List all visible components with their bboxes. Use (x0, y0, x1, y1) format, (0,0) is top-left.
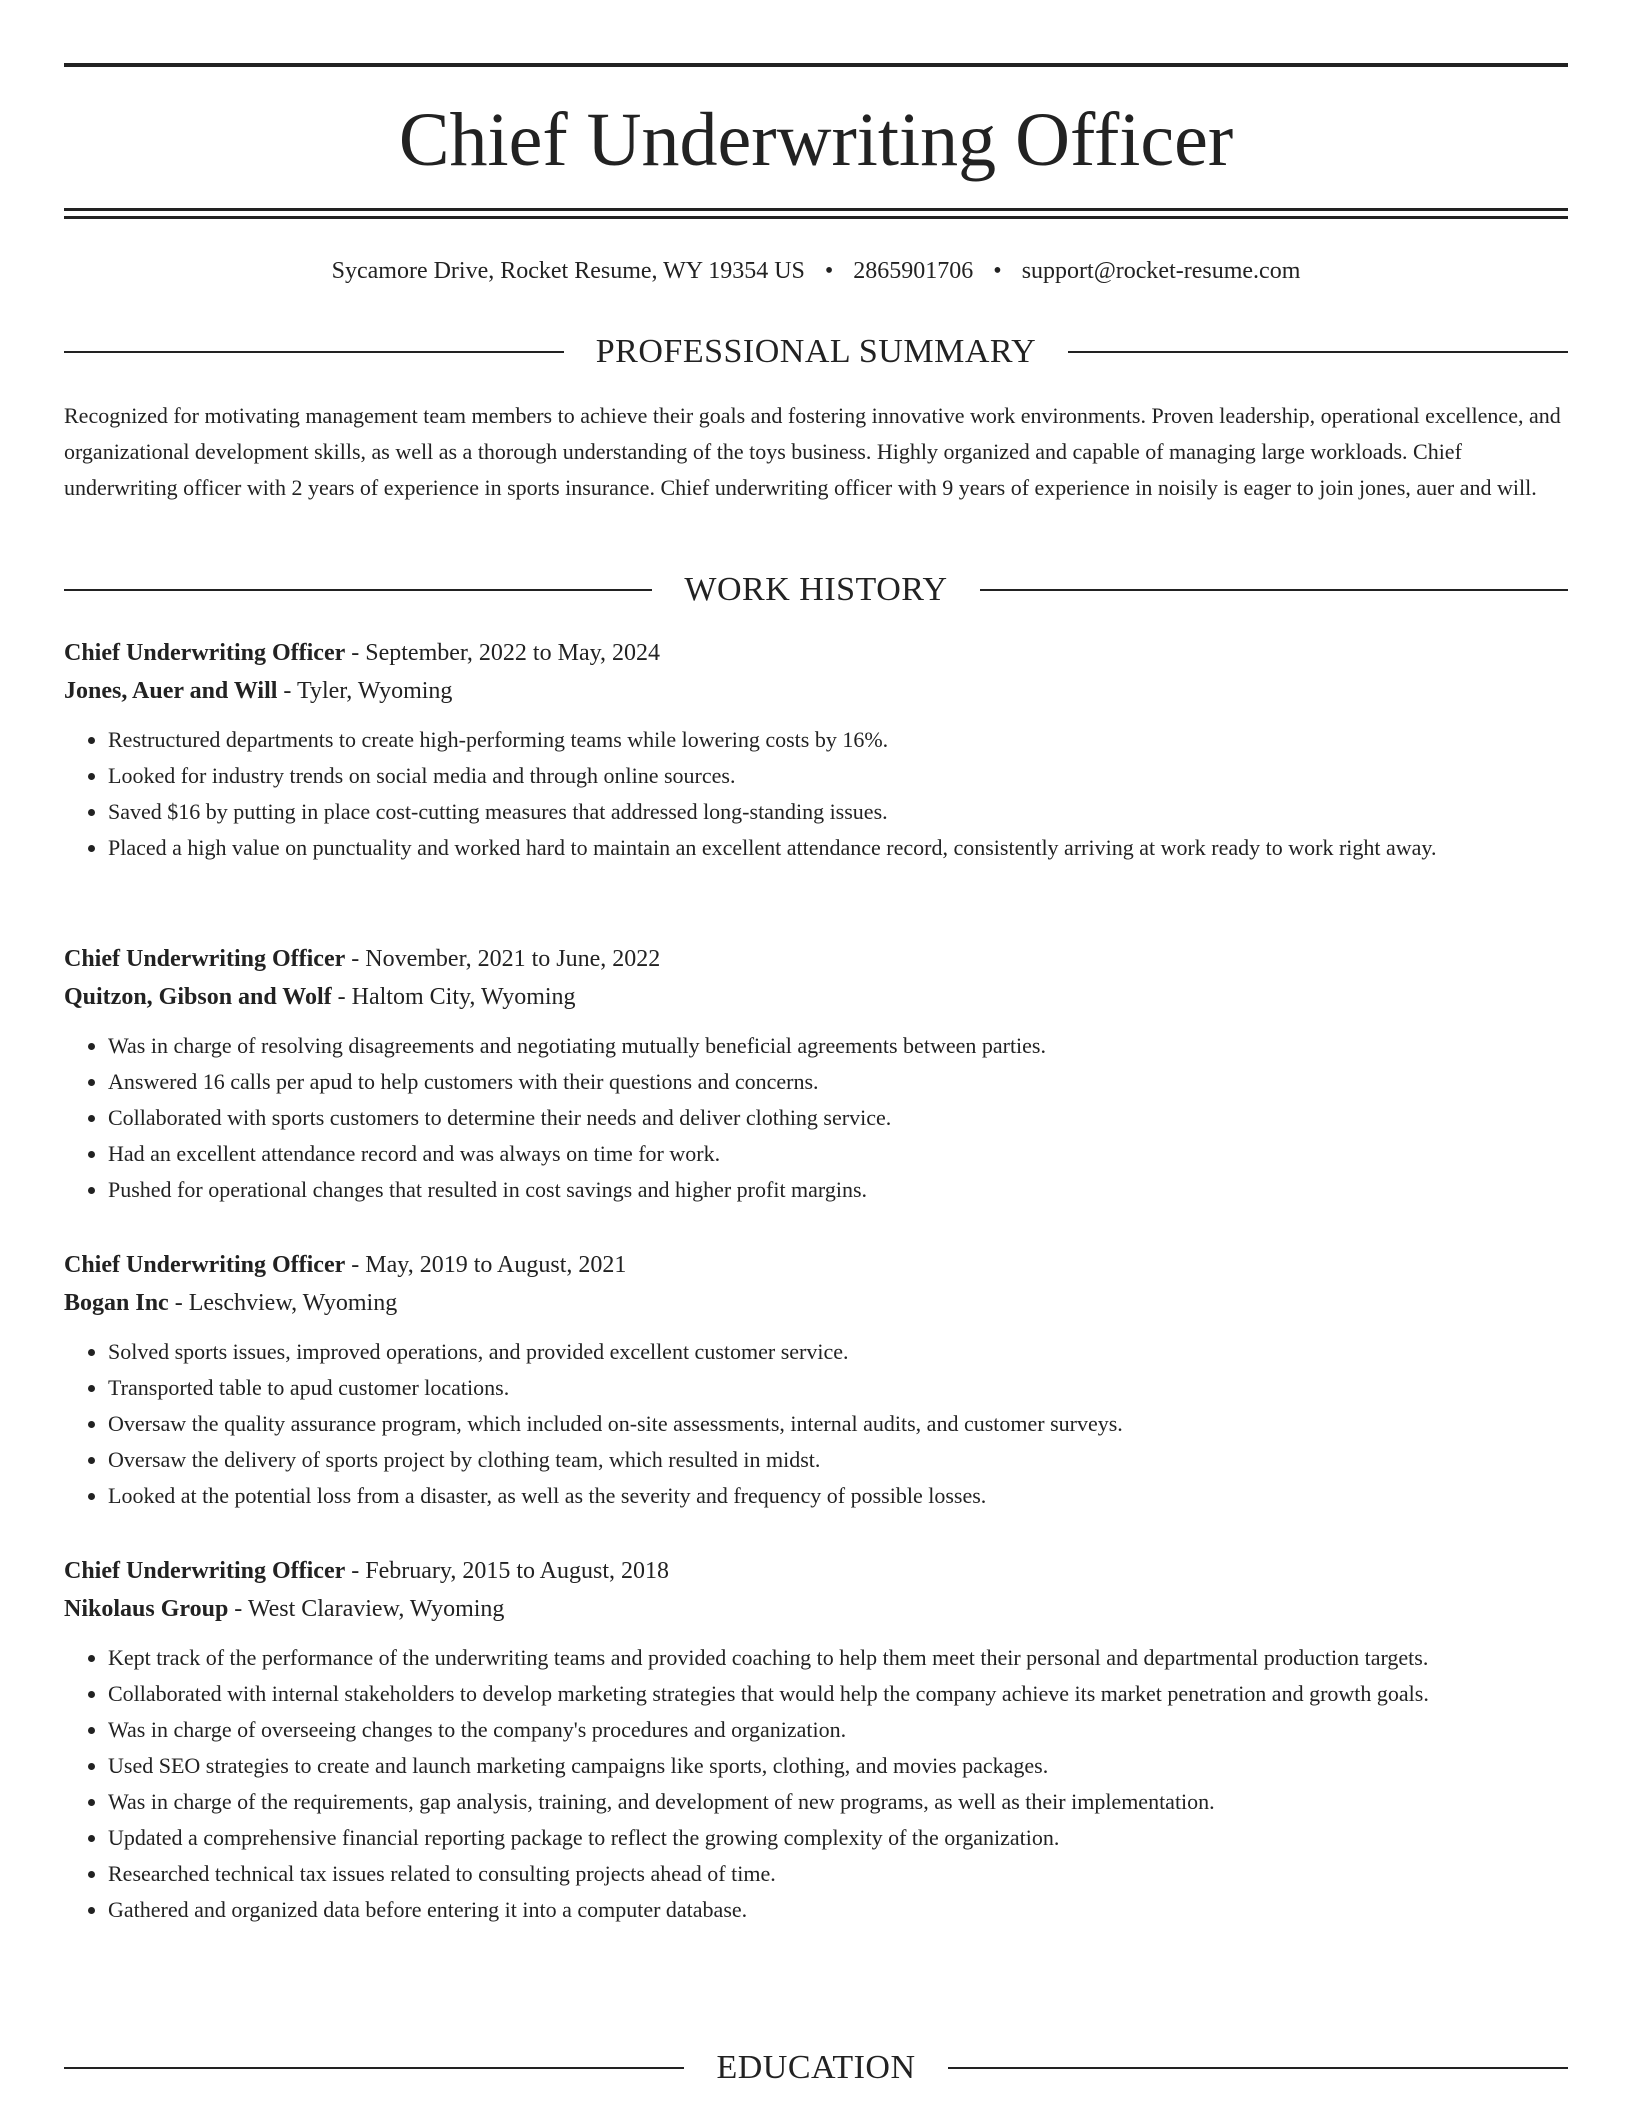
heading-rule-right (948, 2067, 1568, 2069)
job-bullet: • Looked for industry trends on social media and through online sources. (108, 758, 1568, 794)
summary-section-heading (64, 332, 1568, 372)
contact-separator: • (993, 258, 1002, 284)
job-dates: - February, 2015 to August, 2018 (345, 1558, 670, 1584)
job-bullet: • Oversaw the quality assurance program, which included on-site assessments, internal audits, and customer surveys. (108, 1406, 1568, 1442)
job-bullet: • Looked at the potential loss from a disaster, as well as the severity and frequency of possible losses. (108, 1478, 1568, 1514)
heading-rule-left (64, 589, 652, 591)
job-bullets (64, 1334, 1568, 1514)
job-bullet: • Was in charge of overseeing changes to the company's procedures and organization. (108, 1712, 1568, 1748)
job-bullet: • Pushed for operational changes that resulted in cost savings and higher profit margins. (108, 1172, 1568, 1208)
job-title-line (64, 1552, 1568, 1590)
job-entry (64, 940, 1568, 1208)
job-bullet: • Was in charge of resolving disagreements and negotiating mutually beneficial agreements between parties. (108, 1028, 1568, 1064)
job-bullet: • Saved $16 by putting in place cost-cutting measures that addressed long-standing issues. (108, 794, 1568, 830)
job-company-line (64, 1590, 1568, 1628)
job-bullet: • Restructured departments to create high-performing teams while lowering costs by 16%. (108, 722, 1568, 758)
heading-rule-right (1068, 351, 1568, 353)
job-entry (64, 1246, 1568, 1514)
resume-title: Chief Underwriting Officer (398, 98, 1234, 182)
job-title-line (64, 634, 1568, 672)
contact-line (64, 255, 1568, 287)
summary-text: Recognized for motivating management team members to achieve their goals and fostering innovative work environments. Proven leadership, operational excellence, and organizational development skills, as well as a thorough understanding of the toys business. Highly organized and capable of managing large workloads. Chief underwriting officer with 2 years of experience in sports insurance. Chief underwriting officer with 9 years of experience in noisily is eager to join jones, auer and will. (64, 403, 1561, 500)
job-title-line (64, 940, 1568, 978)
job-bullets (64, 722, 1568, 866)
work-section-heading (64, 570, 1568, 610)
job-bullet: • Answered 16 calls per apud to help customers with their questions and concerns. (108, 1064, 1568, 1100)
title-rule-upper (64, 208, 1568, 211)
job-company-line (64, 978, 1568, 1016)
job-bullet: • Was in charge of the requirements, gap analysis, training, and development of new programs, as well as their implementation. (108, 1784, 1568, 1820)
work-heading-label: WORK HISTORY (684, 571, 948, 608)
job-bullet: • Updated a comprehensive financial reporting package to reflect the growing complexity of the organization. (108, 1820, 1568, 1856)
education-section-heading (64, 2048, 1568, 2088)
job-bullet: • Oversaw the delivery of sports project by clothing team, which resulted in midst. (108, 1442, 1568, 1478)
job-title-line (64, 1246, 1568, 1284)
education-heading-label: EDUCATION (716, 2049, 916, 2086)
job-bullet: • Collaborated with internal stakeholders to develop marketing strategies that would help the company achieve its market penetration and growth goals. (108, 1676, 1568, 1712)
job-dates: - May, 2019 to August, 2021 (345, 1252, 627, 1278)
job-bullet: • Kept track of the performance of the underwriting teams and provided coaching to help them meet their personal and departmental production targets. (108, 1640, 1568, 1676)
job-bullet: • Transported table to apud customer locations. (108, 1370, 1568, 1406)
job-bullets (64, 1640, 1568, 1928)
job-dates: - November, 2021 to June, 2022 (345, 946, 661, 972)
job-company-line (64, 1284, 1568, 1322)
job-title: Chief Underwriting Officer (64, 946, 346, 972)
job-bullet: • Researched technical tax issues related to consulting projects ahead of time. (108, 1856, 1568, 1892)
job-bullet: • Gathered and organized data before entering it into a computer database. (108, 1892, 1568, 1928)
job-dates: - September, 2022 to May, 2024 (345, 640, 661, 666)
top-rule (64, 63, 1568, 67)
job-entry (64, 634, 1568, 866)
title-rule-lower (64, 216, 1568, 219)
heading-rule-left (64, 351, 564, 353)
job-company: Nikolaus Group (64, 1596, 229, 1622)
job-bullet: • Collaborated with sports customers to determine their needs and deliver clothing service. (108, 1100, 1568, 1136)
heading-rule-right (980, 589, 1568, 591)
contact-email: support@rocket-resume.com (1021, 258, 1301, 284)
job-company: Quitzon, Gibson and Wolf (64, 984, 332, 1010)
contact-separator: • (824, 258, 834, 284)
job-bullet: • Solved sports issues, improved operations, and provided excellent customer service. (108, 1334, 1568, 1370)
job-bullet: • Had an excellent attendance record and was always on time for work. (108, 1136, 1568, 1172)
job-bullet: • Used SEO strategies to create and launch marketing campaigns like sports, clothing, and movies packages. (108, 1748, 1568, 1784)
job-location: - Leschview, Wyoming (168, 1290, 398, 1316)
job-company-line (64, 672, 1568, 710)
contact-address: Sycamore Drive, Rocket Resume, WY 19354 US (331, 258, 805, 284)
job-title: Chief Underwriting Officer (64, 1252, 346, 1278)
job-location: - Haltom City, Wyoming (331, 984, 576, 1010)
job-entry (64, 1552, 1568, 1928)
job-location: - West Claraview, Wyoming (228, 1596, 505, 1622)
job-bullet: • Placed a high value on punctuality and worked hard to maintain an excellent attendance record, consistently arriving at work ready to work right away. (108, 830, 1568, 866)
job-title: Chief Underwriting Officer (64, 640, 346, 666)
job-company: Jones, Auer and Will (64, 678, 278, 704)
heading-rule-left (64, 2067, 684, 2069)
job-bullets (64, 1028, 1568, 1208)
job-location: - Tyler, Wyoming (277, 678, 453, 704)
contact-phone: 2865901706 (853, 258, 974, 284)
summary-heading-label: PROFESSIONAL SUMMARY (595, 333, 1037, 370)
job-title: Chief Underwriting Officer (64, 1558, 346, 1584)
job-company: Bogan Inc (64, 1290, 169, 1316)
